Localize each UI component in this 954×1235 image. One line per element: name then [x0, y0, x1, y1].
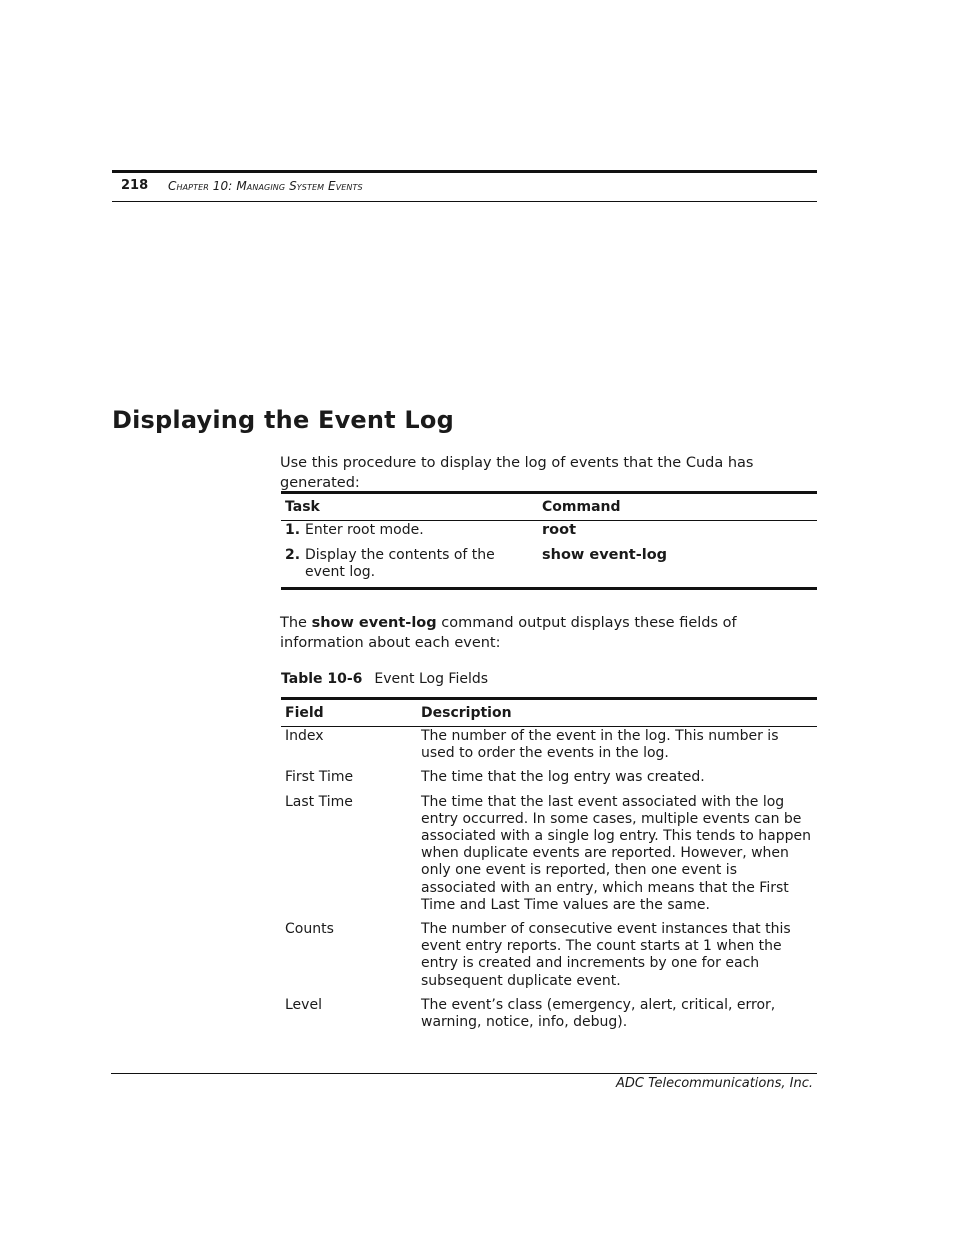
table-row [281, 769, 817, 786]
section-title: Displaying the Event Log [112, 406, 454, 434]
step-number: 2. [285, 547, 301, 563]
fields-table [281, 697, 817, 1031]
task-table-header [281, 494, 817, 521]
field-name: Index [285, 728, 324, 744]
field-description: The time that the log entry was created. [421, 769, 705, 786]
command-column-header: Command [542, 499, 621, 515]
field-name: Last Time [285, 793, 353, 810]
task-table [281, 491, 817, 590]
step-number: 1. [285, 522, 301, 538]
field-description: The number of consecutive event instances that this event entry reports. The count starts at 1 when the entry is created and increments by one for each subsequent duplicate event. [421, 921, 791, 989]
step-text: Display the contents of the event log. [305, 547, 495, 580]
caption-title: Event Log Fields [374, 671, 489, 687]
running-head: Chapter 10: Managing System Events [168, 179, 363, 193]
table-row [281, 794, 817, 914]
table-row [281, 728, 817, 762]
footer-rule [111, 1073, 817, 1074]
table-row [281, 547, 817, 581]
command-cell: show event-log [542, 547, 668, 563]
task-column-header: Task [285, 499, 320, 515]
field-description: The event’s class (emergency, alert, critical, error, warning, notice, info, debug). [421, 996, 776, 1031]
field-name: First Time [285, 769, 354, 786]
caption-label: Table 10-6 [281, 671, 363, 687]
page-number: 218 [121, 178, 149, 193]
table-row [281, 522, 817, 539]
fields-table-header [281, 700, 817, 727]
intro-paragraph: Use this procedure to display the log of events that the Cuda has generated: [280, 455, 754, 491]
output-paragraph [280, 613, 820, 653]
header-top-rule [112, 170, 817, 173]
command-cell: root [542, 522, 577, 538]
field-description: The number of the event in the log. This number is used to order the events in the log. [421, 728, 779, 762]
header-bottom-rule [112, 201, 817, 202]
field-name: Counts [285, 921, 334, 938]
table-caption [281, 671, 488, 687]
footer-publisher: ADC Telecommunications, Inc. [616, 1076, 813, 1091]
paragraph-suffix: command output displays these fields of information about each event: [280, 615, 737, 651]
paragraph-prefix: The [280, 615, 312, 631]
field-name: Level [285, 996, 322, 1013]
table-row [281, 997, 817, 1031]
field-column-header: Field [285, 705, 324, 721]
description-column-header: Description [421, 705, 512, 721]
inline-command: show event-log [311, 615, 437, 631]
task-cell [281, 547, 542, 581]
table-row [281, 921, 817, 990]
step-text: Enter root mode. [305, 522, 424, 538]
field-description: The time that the last event associated with the log entry occurred. In some cases, multiple events can be associated with a single log entry. This tends to happen when duplicate events are reported. However, when only one event is reported, then one event is associated with an entry, which means that the First Time and Last Time values are the same. [421, 793, 812, 913]
task-cell [281, 522, 542, 539]
